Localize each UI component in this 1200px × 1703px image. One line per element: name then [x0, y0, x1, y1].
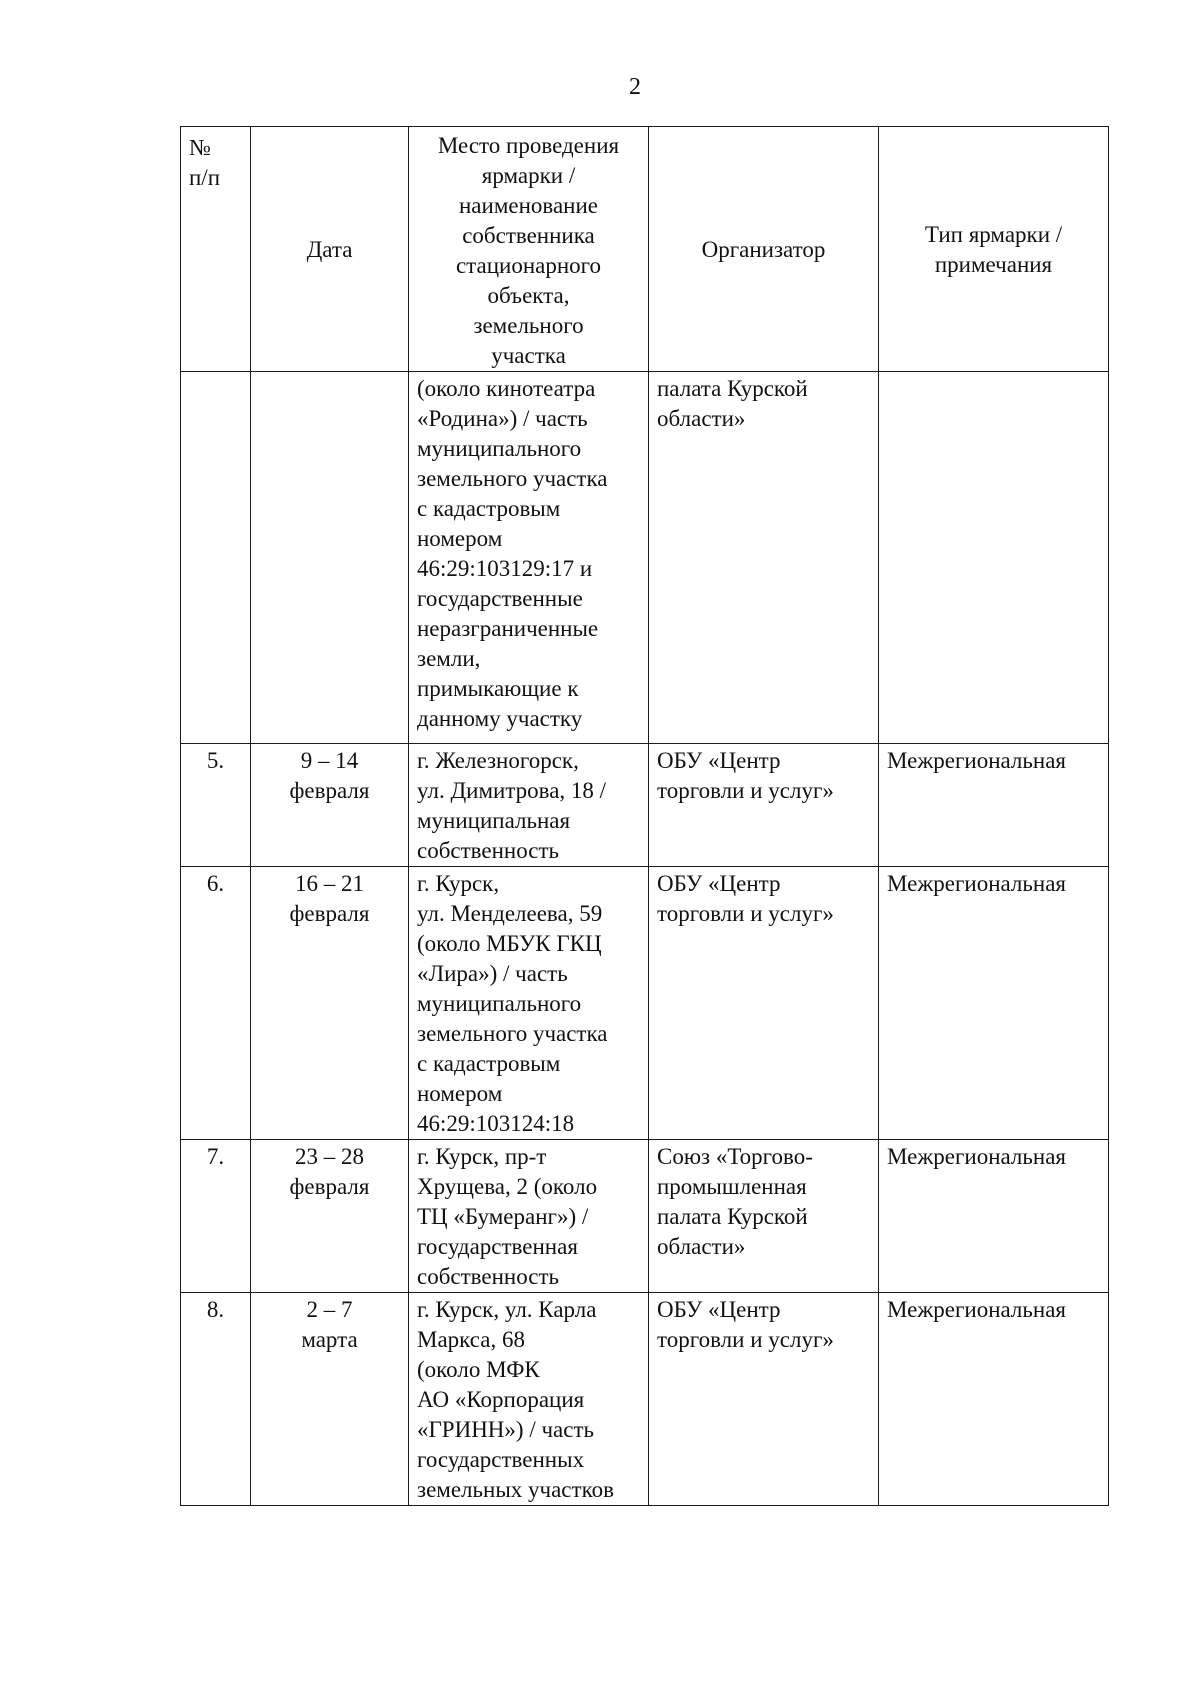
cell-organizer: ОБУ «Центр торговли и услуг»	[649, 744, 879, 867]
header-organizer: Организатор	[649, 127, 879, 372]
cell-type: Межрегиональная	[879, 1293, 1109, 1506]
table-row	[181, 744, 1109, 867]
cell-number: 7.	[181, 1140, 251, 1293]
cell-type: Межрегиональная	[879, 744, 1109, 867]
cell-type: Межрегиональная	[879, 867, 1109, 1140]
fair-schedule-table	[180, 126, 1109, 1506]
header-date: Дата	[251, 127, 409, 372]
table-row	[181, 1293, 1109, 1506]
cell-number: 5.	[181, 744, 251, 867]
cell-date	[251, 372, 409, 744]
table-header-row	[181, 127, 1109, 372]
cell-place: г. Курск, ул. Менделеева, 59 (около МБУК ГКЦ «Лира») / часть муниципального земельного участка с кадастровым номером 46:29:103124:18	[409, 867, 649, 1140]
cell-organizer: Союз «Торгово- промышленная палата Курской области»	[649, 1140, 879, 1293]
cell-organizer: ОБУ «Центр торговли и услуг»	[649, 867, 879, 1140]
cell-number: 8.	[181, 1293, 251, 1506]
header-place: Место проведения ярмарки / наименование собственника стационарного объекта, земельного участка	[409, 127, 649, 372]
cell-type	[879, 372, 1109, 744]
header-number: № п/п	[181, 127, 251, 372]
table-row-continuation	[181, 372, 1109, 744]
cell-place: г. Железногорск, ул. Димитрова, 18 / муниципальная собственность	[409, 744, 649, 867]
table-row	[181, 867, 1109, 1140]
page-number: 2	[629, 74, 641, 100]
cell-date: 23 – 28 февраля	[251, 1140, 409, 1293]
cell-date: 16 – 21 февраля	[251, 867, 409, 1140]
cell-date: 2 – 7 марта	[251, 1293, 409, 1506]
cell-number: 6.	[181, 867, 251, 1140]
cell-organizer: ОБУ «Центр торговли и услуг»	[649, 1293, 879, 1506]
cell-place: г. Курск, ул. Карла Маркса, 68 (около МФК АО «Корпорация «ГРИНН») / часть государственных земельных участков	[409, 1293, 649, 1506]
cell-organizer: палата Курской области»	[649, 372, 879, 744]
cell-place: (около кинотеатра «Родина») / часть муниципального земельного участка с кадастровым номером 46:29:103129:17 и государственные неразграниченные земли, примыкающие к данному участку	[409, 372, 649, 744]
table-row	[181, 1140, 1109, 1293]
header-type: Тип ярмарки / примечания	[879, 127, 1109, 372]
cell-number	[181, 372, 251, 744]
cell-type: Межрегиональная	[879, 1140, 1109, 1293]
cell-place: г. Курск, пр-т Хрущева, 2 (около ТЦ «Бумеранг») / государственная собственность	[409, 1140, 649, 1293]
cell-date: 9 – 14 февраля	[251, 744, 409, 867]
